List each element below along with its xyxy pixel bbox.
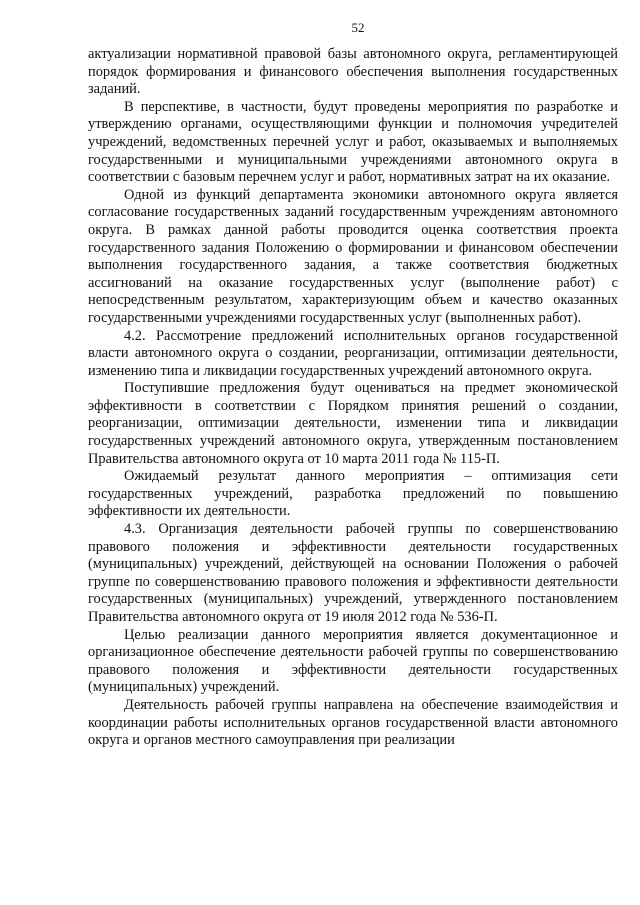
paragraph-expected-result: Ожидаемый результат данного мероприятия – оптимизация сети государственных учреждений, разработка предложений по повышению эффективности их деятельности. (88, 468, 618, 520)
paragraph-goal: Целью реализации данного мероприятия является документационное и организационное обеспечение деятельности рабочей группы по совершенствованию правового положения и эффективности деятельности государственных (муниципальных) учреждений. (88, 626, 618, 696)
paragraph-section-4-3: 4.3. Организация деятельности рабочей группы по совершенствованию правового положения и эффективности деятельности государственных (муниципальных) учреждений, действующей на основании Положения о рабочей группе по совершенствованию правового положения и эффективности деятельности государственных (муниципальных) учреждений, утвержденного постановлением Правительства автономного округа от 19 июля 2012 года № 536-П. (88, 521, 618, 625)
paragraph-section-4-2: 4.2. Рассмотрение предложений исполнительных органов государственной власти автономного округа о создании, реорганизации, оптимизации деятельности, изменению типа и ликвидации государственных учреждений автономного округа. (88, 327, 618, 379)
document-page (88, 20, 618, 750)
paragraph-continuation: актуализации нормативной правовой базы автономного округа, регламентирующей порядок формирования и финансового обеспечения выполнения государственных заданий. (88, 46, 618, 98)
page-number: 52 (351, 20, 365, 35)
paragraph-working-group-activity: Деятельность рабочей группы направлена на обеспечение взаимодействия и координации работы исполнительных органов государственной власти автономного округа и органов местного самоуправления при реализации (88, 696, 618, 749)
paragraph-perspective: В перспективе, в частности, будут проведены мероприятия по разработке и утверждению органами, осуществляющими функции и полномочия учредителей учреждений, ведомственных перечней услуг и работ, оказываемых и выполняемых государственными и муниципальными учреждениями автономного округа в соответствии с базовым перечнем услуг и работ, нормативных затрат на их оказание. (88, 98, 618, 186)
paragraph-proposals-evaluation: Поступившие предложения будут оцениваться на предмет экономической эффективности в соответствии с Порядком принятия решений о создании, реорганизации, оптимизации деятельности, изменении типа и ликвидации государственных учреждений автономного округа, утвержденным постановлением Правительства автономного округа от 10 марта 2011 года № 115-П. (88, 380, 618, 467)
paragraph-department-functions: Одной из функций департамента экономики автономного округа является согласование государственных заданий государственным учреждениям автономного округа. В рамках данной работы проводится оценка соответствия проекта государственного задания Положению о формировании и финансовом обеспечении выполнения государственного задания, а также соответствия бюджетных ассигнований на оказание государственных услуг (выполнение работ) с непосредственным результатом, характеризующим объем и качество оказанных государственными учреждениями государственных услуг (выполненных работ). (88, 186, 618, 326)
